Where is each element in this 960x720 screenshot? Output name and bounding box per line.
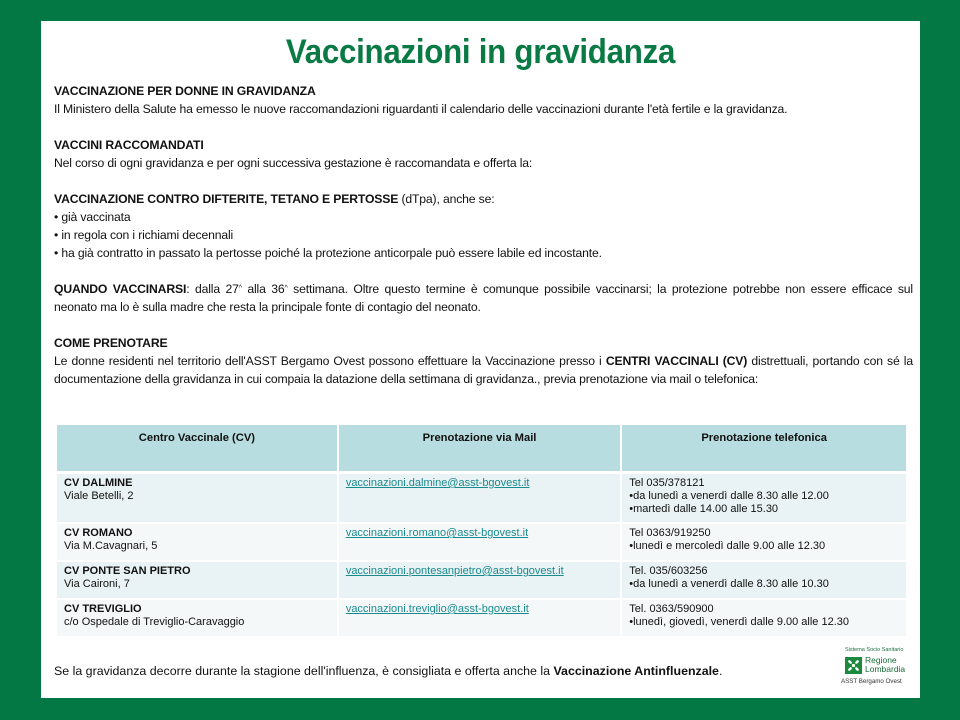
hours-line: •da lunedì a venerdì dalle 8.30 alle 12.00 (629, 490, 829, 502)
mail-cell (339, 474, 622, 524)
phone-number: Tel 0363/919250 (629, 527, 711, 539)
lombardia-rose-icon (845, 657, 862, 674)
hours-line: •lunedì e mercoledì dalle 9.00 alle 12.30 (629, 540, 826, 552)
heading-booking: COME PRENOTARE (54, 336, 168, 350)
dtpa-suffix: (dTpa), anche se: (398, 192, 495, 206)
hours-line: •lunedì, giovedì, venerdì dalle 9.00 alle 12.30 (629, 616, 849, 628)
bullet-item: • già vaccinata (54, 210, 131, 224)
phone-cell (622, 524, 906, 562)
email-link[interactable]: vaccinazioni.dalmine@asst-bgovest.it (345, 477, 530, 489)
footer-text: . (718, 664, 723, 678)
booking-paragraph (54, 352, 913, 388)
text-recommended: Nel corso di ogni gravidanza e per ogni successiva gestazione è raccomandata e offerta la: (54, 156, 533, 170)
center-name: CV TREVIGLIO (64, 603, 142, 615)
email-link[interactable]: vaccinazioni.treviglio@asst-bgovest.it (345, 603, 529, 615)
page-title: Vaccinazioni in gravidanza (285, 33, 676, 71)
phone-cell (622, 600, 906, 638)
booking-text: Le donne residenti nel territorio dell'ASST Bergamo Ovest possono effettuare la Vaccinazione presso i (54, 354, 606, 368)
phone-cell (622, 562, 906, 600)
booking-text: distrettuali, portando con sé la documentazione della gravidanza in cui compaia la datazione della settimana di gravidanza., previa prenotazione via mail o telefonica: (54, 354, 913, 386)
table-row (57, 474, 906, 524)
dtpa-line (54, 190, 913, 208)
center-name: CV DALMINE (64, 477, 133, 489)
phone-number: Tel. 035/603256 (629, 565, 708, 577)
center-address: Via Caironi, 7 (64, 578, 130, 590)
influenza-note (54, 664, 722, 678)
content-body (54, 82, 913, 388)
center-name: CV PONTE SAN PIETRO (64, 565, 191, 577)
footer-text: Se la gravidanza decorre durante la stagione dell'influenza, è consigliata e offerta anche la (54, 664, 554, 678)
footer-bold: Vaccinazione Antinfluenzale (553, 664, 719, 678)
column-header-phone: Prenotazione telefonica (622, 425, 906, 474)
center-cell (57, 524, 339, 562)
hours-line: •da lunedì a venerdì dalle 8.30 alle 10.30 (629, 578, 829, 590)
table-row (57, 600, 906, 638)
center-cell (57, 600, 339, 638)
superscript: ^ (284, 285, 288, 292)
table-row (57, 562, 906, 600)
center-address: c/o Ospedale di Treviglio-Caravaggio (64, 616, 245, 628)
heading-pregnant: VACCINAZIONE PER DONNE IN GRAVIDANZA (54, 84, 316, 98)
mail-cell (339, 600, 622, 638)
mail-cell (339, 524, 622, 562)
when-text: settimana. Oltre questo termine è comunque possibile vaccinarsi; la protezione potrebbe non essere efficace sul neonato ma lo è sulla madre che resta la principale fonte di contagio del neonato. (54, 282, 913, 314)
text-pregnant: Il Ministero della Salute ha emesso le nuove raccomandazioni riguardanti il calendario delle vaccinazioni durante l'età fertile e la gravidanza. (54, 102, 788, 116)
booking-centers: CENTRI VACCINALI (CV) (605, 354, 748, 368)
phone-number: Tel 035/378121 (629, 477, 705, 489)
logo-region-line: Regione (865, 655, 897, 665)
column-header-mail: Prenotazione via Mail (339, 425, 622, 474)
when-paragraph (54, 280, 913, 316)
logo-asst-label: ASST Bergamo Ovest (841, 678, 902, 685)
logo-region-line: Lombardia (865, 663, 906, 674)
when-text: : dalla 27 (186, 282, 239, 296)
center-cell (57, 562, 339, 600)
heading-recommended: VACCINI RACCOMANDATI (54, 138, 204, 152)
center-address: Via M.Cavagnari, 5 (64, 540, 158, 552)
mail-cell (339, 562, 622, 600)
hours-line: •martedì dalle 14.00 alle 15.30 (629, 503, 779, 515)
email-link[interactable]: vaccinazioni.romano@asst-bgovest.it (345, 527, 529, 539)
center-address: Viale Betelli, 2 (64, 490, 134, 502)
email-link[interactable]: vaccinazioni.pontesanpietro@asst-bgovest.it (345, 565, 564, 577)
regione-lombardia-logo (839, 647, 915, 693)
center-name: CV ROMANO (64, 527, 133, 539)
logo-system-label: Sistema Socio Sanitario (845, 647, 904, 653)
logo-region-name (865, 656, 905, 673)
table-header-row (57, 425, 906, 474)
heading-when: QUANDO VACCINARSI (54, 282, 187, 296)
superscript: ^ (238, 285, 242, 292)
bullet-item: • ha già contratto in passato la pertosse poiché la protezione anticorpale può essere labile ed incostante. (54, 246, 602, 260)
slide-panel (41, 21, 920, 698)
phone-cell (622, 474, 906, 524)
vaccination-centers-table (57, 425, 906, 638)
heading-dtpa: VACCINAZIONE CONTRO DIFTERITE, TETANO E PERTOSSE (54, 192, 399, 206)
column-header-center: Centro Vaccinale (CV) (57, 425, 339, 474)
when-text: alla 36 (241, 282, 285, 296)
table-row (57, 524, 906, 562)
phone-number: Tel. 0363/590900 (629, 603, 714, 615)
bullet-item: • in regola con i richiami decennali (54, 228, 234, 242)
center-cell (57, 474, 339, 524)
